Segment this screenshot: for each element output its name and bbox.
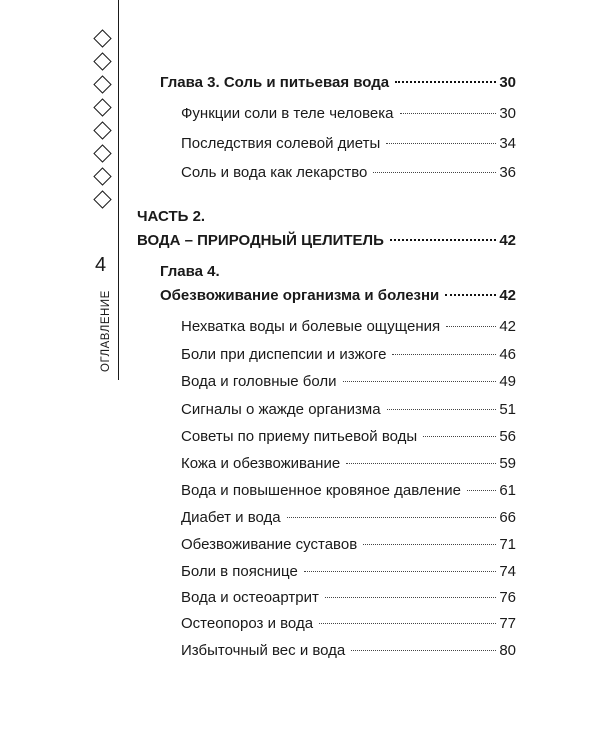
toc-part-2 [137,232,516,250]
dot-leader [395,81,496,83]
toc-item [181,642,516,660]
toc-page: 46 [499,346,516,363]
toc-item [181,346,516,364]
toc-page: 56 [499,428,516,445]
toc-page: 49 [499,373,516,390]
dot-leader [400,113,497,114]
toc-title: Вода и повышенное кровяное давление [181,482,461,499]
toc-item [181,589,516,607]
toc-title: Советы по приему питьевой воды [181,428,418,445]
toc-item [181,455,516,473]
dot-leader [343,381,497,382]
toc-page: 51 [499,401,516,418]
toc-page: 36 [499,164,516,181]
toc-chapter-3 [160,74,516,92]
toc-item [181,615,516,633]
toc-chapter-4 [160,287,516,305]
toc-page: 59 [499,455,516,472]
diamond-ornament [93,144,111,162]
dot-leader [390,239,496,241]
toc-item [181,164,516,182]
dot-leader [325,597,496,598]
toc-title: Кожа и обезвоживание [181,455,341,472]
toc-page: 42 [499,318,516,335]
toc-page: 34 [499,135,516,152]
dot-leader [467,490,496,491]
toc-title: Вода и остеоартрит [181,589,319,606]
toc-title: Глава 3. Соль и питьевая вода [160,74,390,91]
toc-item [181,401,516,419]
diamond-ornament [93,167,111,185]
toc-page: 42 [499,232,516,249]
chapter-label: Глава 4. [160,263,220,280]
toc-item [181,373,516,391]
toc-item [181,563,516,581]
dot-leader [346,463,496,464]
toc-title: Нехватка воды и болевые ощущения [181,318,441,335]
dot-leader [446,326,496,327]
toc-title: Последствия солевой диеты [181,135,381,152]
diamond-ornament [93,52,111,70]
dot-leader [287,517,497,518]
toc-page: 42 [499,287,516,304]
diamond-ornament [93,29,111,47]
toc-page: 30 [499,74,516,91]
dot-leader [387,409,497,410]
toc-page: 80 [499,642,516,659]
part-label: ЧАСТЬ 2. [137,208,206,225]
toc-page: 66 [499,509,516,526]
toc-title: Вода и головные боли [181,373,337,390]
toc-item [181,135,516,153]
toc-item [181,105,516,123]
toc-page: 74 [499,563,516,580]
dot-leader [319,623,496,624]
toc-title: Обезвоживание организма и болезни [160,287,440,304]
toc-title: Остеопороз и вода [181,615,314,632]
toc-page: 30 [499,105,516,122]
sidebar-rule [118,0,119,380]
toc-item [181,482,516,500]
dot-leader [363,544,496,545]
toc-item [181,536,516,554]
toc-title: Функции соли в теле человека [181,105,394,122]
page-number: 4 [95,254,107,276]
toc-item [181,318,516,336]
toc-title: Боли при диспепсии и изжоге [181,346,387,363]
dot-leader [445,294,496,296]
dot-leader [386,143,496,144]
toc-title: Обезвоживание суставов [181,536,358,553]
toc-title: Диабет и вода [181,509,281,526]
toc-title: Сигналы о жажде организма [181,401,381,418]
diamond-ornament [93,75,111,93]
toc-page: 77 [499,615,516,632]
toc-item [181,428,516,446]
dot-leader [373,172,496,173]
dot-leader [304,571,497,572]
diamond-ornament [93,98,111,116]
toc-page: 76 [499,589,516,606]
toc-title: ВОДА – ПРИРОДНЫЙ ЦЕЛИТЕЛЬ [137,232,384,249]
dot-leader [351,650,496,651]
dot-leader [423,436,496,437]
toc-item [181,509,516,527]
toc-title: Боли в пояснице [181,563,298,580]
dot-leader [392,354,496,355]
toc-page: 71 [499,536,516,553]
diamond-ornament [93,190,111,208]
toc-page: 61 [499,482,516,499]
section-label: ОГЛАВЛЕНИЕ [100,290,112,372]
toc-title: Соль и вода как лекарство [181,164,368,181]
diamond-ornament [93,121,111,139]
toc-title: Избыточный вес и вода [181,642,346,659]
